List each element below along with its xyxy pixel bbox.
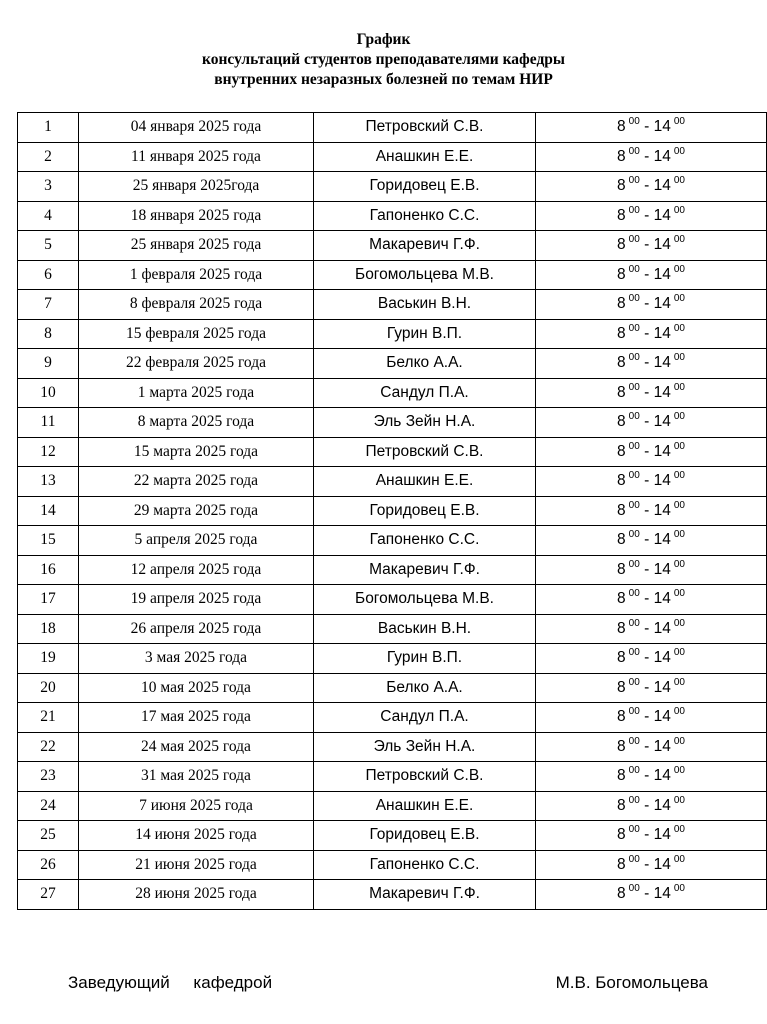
time-separator: - <box>639 147 654 165</box>
time-separator: - <box>639 206 654 224</box>
document-title: График <box>356 31 411 48</box>
row-number: 26 <box>18 850 79 880</box>
table-row <box>18 408 767 438</box>
time-start-hour: 8 <box>617 236 626 254</box>
signer-name: М.В. Богомольцева <box>555 973 708 992</box>
row-number: 23 <box>18 762 79 792</box>
teacher-name: Сандул П.А. <box>314 378 536 408</box>
time-start-minutes: 00 <box>628 853 640 865</box>
table-row <box>18 555 767 585</box>
row-number: 17 <box>18 585 79 615</box>
row-number: 9 <box>18 349 79 379</box>
time-start-minutes: 00 <box>628 175 640 187</box>
time-end-hour: 14 <box>653 354 671 372</box>
time-end-minutes: 00 <box>673 676 685 688</box>
teacher-name: Богомольцева М.В. <box>314 585 536 615</box>
consultation-date: 19 апреля 2025 года <box>79 585 314 615</box>
consultation-time <box>536 732 767 762</box>
consultation-date: 11 января 2025 года <box>79 142 314 172</box>
consultation-date: 25 января 2025года <box>79 172 314 202</box>
time-start-hour: 8 <box>617 590 626 608</box>
time-end-minutes: 00 <box>673 411 685 423</box>
time-start-hour: 8 <box>617 295 626 313</box>
consultation-time <box>536 378 767 408</box>
time-start-minutes: 00 <box>628 558 640 570</box>
time-start-hour: 8 <box>617 383 626 401</box>
consultation-time <box>536 231 767 261</box>
row-number: 20 <box>18 673 79 703</box>
teacher-name: Анашкин Е.Е. <box>314 467 536 497</box>
table-row <box>18 349 767 379</box>
table-row <box>18 850 767 880</box>
teacher-name: Макаревич Г.Ф. <box>314 231 536 261</box>
time-start-hour: 8 <box>617 796 626 814</box>
time-end-hour: 14 <box>653 560 671 578</box>
time-end-hour: 14 <box>653 796 671 814</box>
time-start-hour: 8 <box>617 118 626 136</box>
time-end-hour: 14 <box>653 885 671 903</box>
time-end-minutes: 00 <box>673 234 685 246</box>
consultation-schedule-table <box>17 112 767 910</box>
time-start-minutes: 00 <box>628 676 640 688</box>
consultation-time <box>536 201 767 231</box>
teacher-name: Горидовец Е.В. <box>314 496 536 526</box>
time-start-hour: 8 <box>617 767 626 785</box>
consultation-date: 29 марта 2025 года <box>79 496 314 526</box>
consultation-date: 12 апреля 2025 года <box>79 555 314 585</box>
time-end-hour: 14 <box>653 767 671 785</box>
table-row <box>18 614 767 644</box>
consultation-time <box>536 850 767 880</box>
time-start-minutes: 00 <box>628 470 640 482</box>
table-row <box>18 880 767 910</box>
time-start-minutes: 00 <box>628 499 640 511</box>
time-separator: - <box>639 708 654 726</box>
time-end-hour: 14 <box>653 442 671 460</box>
consultation-time <box>536 585 767 615</box>
consultation-date: 18 января 2025 года <box>79 201 314 231</box>
time-end-hour: 14 <box>653 472 671 490</box>
time-end-minutes: 00 <box>673 853 685 865</box>
time-separator: - <box>639 442 654 460</box>
table-row <box>18 703 767 733</box>
time-separator: - <box>639 619 654 637</box>
teacher-name: Богомольцева М.В. <box>314 260 536 290</box>
consultation-date: 3 мая 2025 года <box>79 644 314 674</box>
consultation-time <box>536 496 767 526</box>
consultation-date: 28 июня 2025 года <box>79 880 314 910</box>
time-start-hour: 8 <box>617 177 626 195</box>
consultation-date: 5 апреля 2025 года <box>79 526 314 556</box>
teacher-name: Белко А.А. <box>314 673 536 703</box>
row-number: 11 <box>18 408 79 438</box>
time-start-hour: 8 <box>617 885 626 903</box>
time-start-hour: 8 <box>617 472 626 490</box>
time-start-hour: 8 <box>617 206 626 224</box>
time-end-minutes: 00 <box>673 588 685 600</box>
consultation-time <box>536 821 767 851</box>
consultation-date: 8 марта 2025 года <box>79 408 314 438</box>
table-row <box>18 526 767 556</box>
time-start-minutes: 00 <box>628 617 640 629</box>
time-start-minutes: 00 <box>628 204 640 216</box>
time-end-minutes: 00 <box>673 440 685 452</box>
consultation-date: 21 июня 2025 года <box>79 850 314 880</box>
row-number: 6 <box>18 260 79 290</box>
time-end-minutes: 00 <box>673 381 685 393</box>
teacher-name: Гурин В.П. <box>314 644 536 674</box>
teacher-name: Васькин В.Н. <box>314 290 536 320</box>
consultation-time <box>536 673 767 703</box>
time-start-minutes: 00 <box>628 440 640 452</box>
time-separator: - <box>639 649 654 667</box>
time-separator: - <box>639 472 654 490</box>
time-separator: - <box>639 826 654 844</box>
row-number: 18 <box>18 614 79 644</box>
teacher-name: Эль Зейн Н.А. <box>314 732 536 762</box>
time-end-hour: 14 <box>653 147 671 165</box>
time-end-minutes: 00 <box>673 263 685 275</box>
time-start-hour: 8 <box>617 531 626 549</box>
consultation-date: 25 января 2025 года <box>79 231 314 261</box>
table-row <box>18 644 767 674</box>
table-row <box>18 113 767 143</box>
consultation-date: 22 марта 2025 года <box>79 467 314 497</box>
time-end-minutes: 00 <box>673 883 685 895</box>
row-number: 16 <box>18 555 79 585</box>
time-separator: - <box>639 324 654 342</box>
table-row <box>18 437 767 467</box>
row-number: 7 <box>18 290 79 320</box>
row-number: 3 <box>18 172 79 202</box>
teacher-name: Васькин В.Н. <box>314 614 536 644</box>
time-start-hour: 8 <box>617 442 626 460</box>
consultation-date: 04 января 2025 года <box>79 113 314 143</box>
consultation-time <box>536 762 767 792</box>
time-end-minutes: 00 <box>673 204 685 216</box>
consultation-time <box>536 526 767 556</box>
table-row <box>18 821 767 851</box>
time-end-hour: 14 <box>653 413 671 431</box>
time-end-hour: 14 <box>653 531 671 549</box>
time-start-minutes: 00 <box>628 322 640 334</box>
time-start-hour: 8 <box>617 737 626 755</box>
consultation-time <box>536 172 767 202</box>
time-separator: - <box>639 236 654 254</box>
teacher-name: Сандул П.А. <box>314 703 536 733</box>
consultation-time <box>536 260 767 290</box>
time-start-minutes: 00 <box>628 116 640 128</box>
time-separator: - <box>639 796 654 814</box>
table-row <box>18 378 767 408</box>
time-end-minutes: 00 <box>673 322 685 334</box>
table-row <box>18 290 767 320</box>
time-separator: - <box>639 767 654 785</box>
time-separator: - <box>639 531 654 549</box>
time-start-minutes: 00 <box>628 647 640 659</box>
consultation-time <box>536 791 767 821</box>
teacher-name: Анашкин Е.Е. <box>314 142 536 172</box>
time-separator: - <box>639 118 654 136</box>
time-end-minutes: 00 <box>673 706 685 718</box>
time-end-hour: 14 <box>653 826 671 844</box>
time-separator: - <box>639 177 654 195</box>
time-end-hour: 14 <box>653 265 671 283</box>
time-end-hour: 14 <box>653 295 671 313</box>
teacher-name: Анашкин Е.Е. <box>314 791 536 821</box>
time-start-hour: 8 <box>617 413 626 431</box>
row-number: 21 <box>18 703 79 733</box>
schedule-table-body <box>18 113 767 910</box>
time-end-hour: 14 <box>653 118 671 136</box>
time-start-hour: 8 <box>617 265 626 283</box>
time-start-minutes: 00 <box>628 381 640 393</box>
consultation-time <box>536 349 767 379</box>
row-number: 13 <box>18 467 79 497</box>
time-end-minutes: 00 <box>673 735 685 747</box>
teacher-name: Макаревич Г.Ф. <box>314 880 536 910</box>
teacher-name: Горидовец Е.В. <box>314 172 536 202</box>
teacher-name: Макаревич Г.Ф. <box>314 555 536 585</box>
consultation-date: 17 мая 2025 года <box>79 703 314 733</box>
teacher-name: Эль Зейн Н.А. <box>314 408 536 438</box>
time-separator: - <box>639 295 654 313</box>
consultation-time <box>536 614 767 644</box>
time-separator: - <box>639 354 654 372</box>
row-number: 24 <box>18 791 79 821</box>
consultation-date: 1 марта 2025 года <box>79 378 314 408</box>
consultation-time <box>536 142 767 172</box>
time-end-hour: 14 <box>653 590 671 608</box>
row-number: 4 <box>18 201 79 231</box>
table-row <box>18 467 767 497</box>
teacher-name: Белко А.А. <box>314 349 536 379</box>
time-end-minutes: 00 <box>673 175 685 187</box>
table-row <box>18 673 767 703</box>
time-separator: - <box>639 885 654 903</box>
time-end-minutes: 00 <box>673 824 685 836</box>
teacher-name: Гапоненко С.С. <box>314 850 536 880</box>
row-number: 19 <box>18 644 79 674</box>
consultation-time <box>536 408 767 438</box>
time-start-minutes: 00 <box>628 293 640 305</box>
consultation-date: 1 февраля 2025 года <box>79 260 314 290</box>
time-end-hour: 14 <box>653 383 671 401</box>
time-start-minutes: 00 <box>628 735 640 747</box>
consultation-date: 22 февраля 2025 года <box>79 349 314 379</box>
row-number: 12 <box>18 437 79 467</box>
time-start-minutes: 00 <box>628 352 640 364</box>
time-start-hour: 8 <box>617 708 626 726</box>
teacher-name: Гурин В.П. <box>314 319 536 349</box>
time-start-minutes: 00 <box>628 883 640 895</box>
row-number: 2 <box>18 142 79 172</box>
time-separator: - <box>639 855 654 873</box>
table-row <box>18 260 767 290</box>
time-start-minutes: 00 <box>628 824 640 836</box>
table-row <box>18 201 767 231</box>
consultation-time <box>536 437 767 467</box>
time-end-hour: 14 <box>653 177 671 195</box>
table-row <box>18 762 767 792</box>
time-end-hour: 14 <box>653 708 671 726</box>
consultation-date: 26 апреля 2025 года <box>79 614 314 644</box>
time-end-hour: 14 <box>653 324 671 342</box>
time-end-minutes: 00 <box>673 558 685 570</box>
document-subtitle-line-2: внутренних незаразных болезней по темам НИР <box>214 71 553 88</box>
time-end-hour: 14 <box>653 501 671 519</box>
row-number: 22 <box>18 732 79 762</box>
time-end-minutes: 00 <box>673 470 685 482</box>
table-row <box>18 732 767 762</box>
signer-position-word-1: Заведующий <box>68 973 170 992</box>
time-end-hour: 14 <box>653 649 671 667</box>
table-row <box>18 496 767 526</box>
time-separator: - <box>639 560 654 578</box>
row-number: 1 <box>18 113 79 143</box>
time-end-hour: 14 <box>653 206 671 224</box>
time-end-hour: 14 <box>653 619 671 637</box>
time-start-minutes: 00 <box>628 765 640 777</box>
document-header <box>0 30 767 90</box>
time-start-minutes: 00 <box>628 263 640 275</box>
time-start-hour: 8 <box>617 619 626 637</box>
teacher-name: Петровский С.В. <box>314 113 536 143</box>
signer-position <box>68 973 272 993</box>
row-number: 14 <box>18 496 79 526</box>
consultation-date: 15 марта 2025 года <box>79 437 314 467</box>
teacher-name: Гапоненко С.С. <box>314 526 536 556</box>
time-separator: - <box>639 265 654 283</box>
time-start-hour: 8 <box>617 678 626 696</box>
time-start-minutes: 00 <box>628 706 640 718</box>
time-separator: - <box>639 678 654 696</box>
time-end-minutes: 00 <box>673 499 685 511</box>
table-row <box>18 231 767 261</box>
consultation-date: 10 мая 2025 года <box>79 673 314 703</box>
time-end-minutes: 00 <box>673 647 685 659</box>
time-separator: - <box>639 737 654 755</box>
time-start-hour: 8 <box>617 826 626 844</box>
table-row <box>18 585 767 615</box>
time-end-minutes: 00 <box>673 116 685 128</box>
time-end-minutes: 00 <box>673 145 685 157</box>
consultation-time <box>536 467 767 497</box>
time-end-minutes: 00 <box>673 293 685 305</box>
time-separator: - <box>639 501 654 519</box>
time-start-minutes: 00 <box>628 411 640 423</box>
time-start-hour: 8 <box>617 354 626 372</box>
table-row <box>18 319 767 349</box>
time-start-minutes: 00 <box>628 794 640 806</box>
table-row <box>18 791 767 821</box>
consultation-time <box>536 319 767 349</box>
row-number: 25 <box>18 821 79 851</box>
consultation-date: 24 мая 2025 года <box>79 732 314 762</box>
consultation-date: 14 июня 2025 года <box>79 821 314 851</box>
time-end-hour: 14 <box>653 737 671 755</box>
teacher-name: Петровский С.В. <box>314 437 536 467</box>
consultation-time <box>536 644 767 674</box>
row-number: 5 <box>18 231 79 261</box>
time-start-hour: 8 <box>617 560 626 578</box>
time-start-hour: 8 <box>617 324 626 342</box>
time-end-hour: 14 <box>653 678 671 696</box>
teacher-name: Петровский С.В. <box>314 762 536 792</box>
time-end-minutes: 00 <box>673 765 685 777</box>
teacher-name: Горидовец Е.В. <box>314 821 536 851</box>
table-row <box>18 142 767 172</box>
document-subtitle-line-1: консультаций студентов преподавателями кафедры <box>201 51 566 68</box>
signer-position-word-2: кафедрой <box>193 973 273 992</box>
time-start-hour: 8 <box>617 147 626 165</box>
consultation-time <box>536 880 767 910</box>
row-number: 10 <box>18 378 79 408</box>
time-separator: - <box>639 590 654 608</box>
teacher-name: Гапоненко С.С. <box>314 201 536 231</box>
time-start-hour: 8 <box>617 855 626 873</box>
consultation-time <box>536 555 767 585</box>
time-end-minutes: 00 <box>673 352 685 364</box>
time-end-hour: 14 <box>653 236 671 254</box>
row-number: 27 <box>18 880 79 910</box>
time-separator: - <box>639 413 654 431</box>
consultation-date: 7 июня 2025 года <box>79 791 314 821</box>
time-start-hour: 8 <box>617 649 626 667</box>
consultation-time <box>536 113 767 143</box>
row-number: 15 <box>18 526 79 556</box>
time-start-minutes: 00 <box>628 145 640 157</box>
time-start-minutes: 00 <box>628 529 640 541</box>
time-end-minutes: 00 <box>673 529 685 541</box>
time-start-minutes: 00 <box>628 588 640 600</box>
time-end-minutes: 00 <box>673 617 685 629</box>
time-separator: - <box>639 383 654 401</box>
time-start-hour: 8 <box>617 501 626 519</box>
table-row <box>18 172 767 202</box>
time-start-minutes: 00 <box>628 234 640 246</box>
row-number: 8 <box>18 319 79 349</box>
consultation-time <box>536 703 767 733</box>
consultation-time <box>536 290 767 320</box>
time-end-hour: 14 <box>653 855 671 873</box>
consultation-date: 15 февраля 2025 года <box>79 319 314 349</box>
consultation-date: 8 февраля 2025 года <box>79 290 314 320</box>
time-end-minutes: 00 <box>673 794 685 806</box>
consultation-date: 31 мая 2025 года <box>79 762 314 792</box>
